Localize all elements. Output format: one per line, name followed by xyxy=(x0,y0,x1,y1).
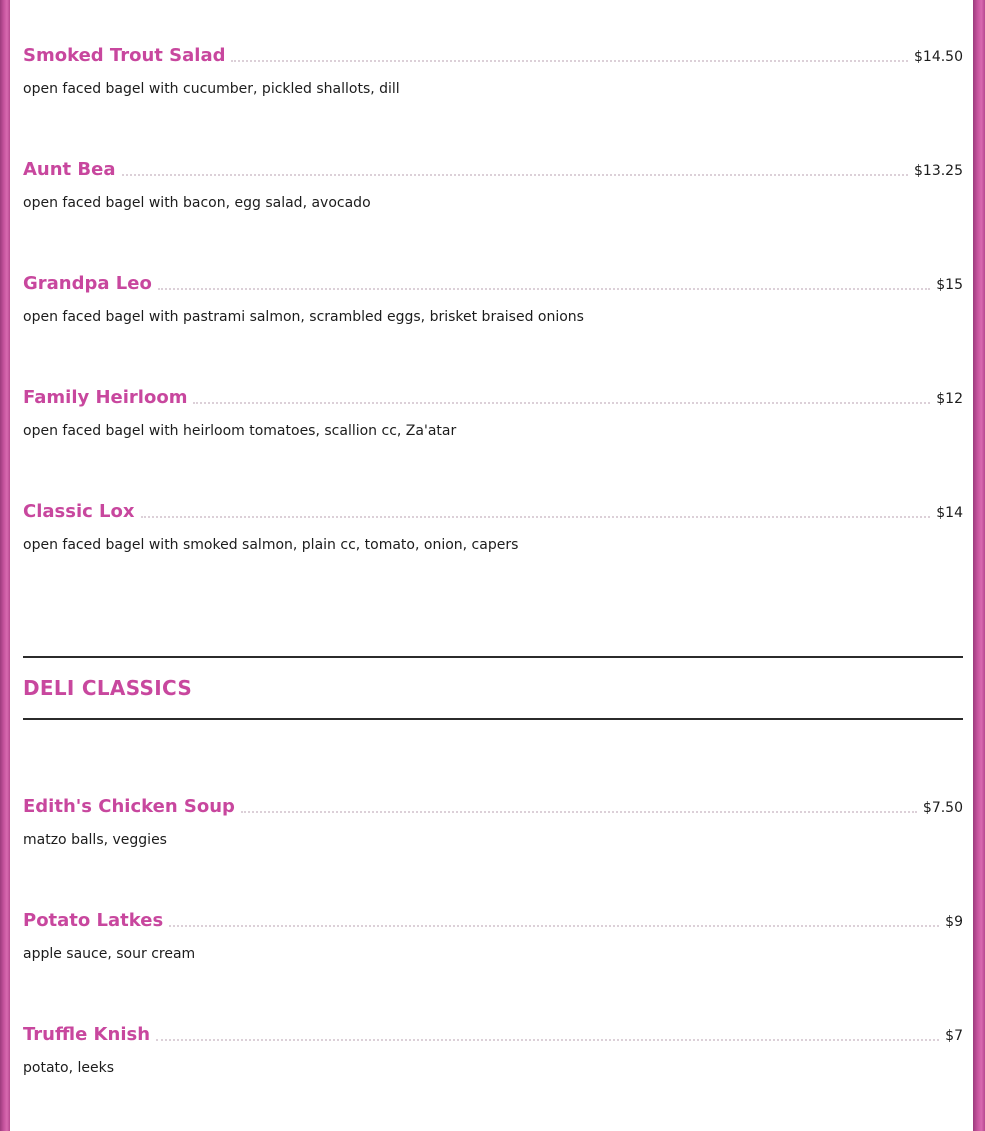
section-rule-top xyxy=(23,656,963,658)
menu-item-description: matzo balls, veggies xyxy=(23,832,167,848)
menu-item xyxy=(23,788,963,849)
menu-item-price: $7.50 xyxy=(922,800,963,816)
menu-item xyxy=(23,379,963,440)
menu-item-name-cut-off xyxy=(23,1123,143,1131)
menu-item-description: open faced bagel with bacon, egg salad, avocado xyxy=(23,195,371,211)
menu-item xyxy=(23,1016,963,1077)
dotted-leader xyxy=(169,924,939,927)
menu-item-price: $15 xyxy=(936,277,963,293)
menu-item-description: open faced bagel with heirloom tomatoes, scallion cc, Za'atar xyxy=(23,423,457,439)
menu-item xyxy=(23,902,963,963)
dotted-leader xyxy=(241,810,917,813)
menu-item-cut-off xyxy=(23,1120,143,1131)
menu-item-description: apple sauce, sour cream xyxy=(23,946,196,962)
menu-item-name: Aunt Bea xyxy=(23,159,116,180)
dotted-leader xyxy=(158,287,930,290)
menu-item-price: $14 xyxy=(936,505,963,521)
menu-item-price: $13.25 xyxy=(914,163,963,179)
menu-item-name: Family Heirloom xyxy=(23,387,188,408)
decorative-border-right xyxy=(973,0,985,1131)
decorative-border-left xyxy=(0,0,10,1131)
dotted-leader xyxy=(141,515,931,518)
dotted-leader xyxy=(231,59,908,62)
menu-item-name: Truffle Knish xyxy=(23,1024,151,1045)
menu-item-name: Classic Lox xyxy=(23,501,135,522)
menu-item-name: Edith's Chicken Soup xyxy=(23,796,235,817)
menu-item-price: $9 xyxy=(945,914,963,930)
menu-item xyxy=(23,151,963,212)
menu-item-description: potato, leeks xyxy=(23,1060,114,1076)
dotted-leader xyxy=(193,401,930,404)
menu-item-description: open faced bagel with smoked salmon, plain cc, tomato, onion, capers xyxy=(23,537,519,553)
menu-item-description: open faced bagel with cucumber, pickled shallots, dill xyxy=(23,81,400,97)
menu-item xyxy=(23,265,963,326)
section-rule-bottom xyxy=(23,718,963,720)
menu-item-price: $14.50 xyxy=(914,49,963,65)
section-title: DELI CLASSICS xyxy=(23,676,193,700)
menu-item-description: open faced bagel with pastrami salmon, scrambled eggs, brisket braised onions xyxy=(23,309,584,325)
dotted-leader xyxy=(156,1038,939,1041)
menu-item-name: Potato Latkes xyxy=(23,910,164,931)
menu-item-price: $12 xyxy=(936,391,963,407)
dotted-leader xyxy=(122,173,908,176)
menu-item-price: $7 xyxy=(945,1028,963,1044)
menu-item-name: Smoked Trout Salad xyxy=(23,45,226,66)
menu-item xyxy=(23,493,963,554)
menu-item-name: Grandpa Leo xyxy=(23,273,152,294)
menu-item xyxy=(23,37,963,98)
